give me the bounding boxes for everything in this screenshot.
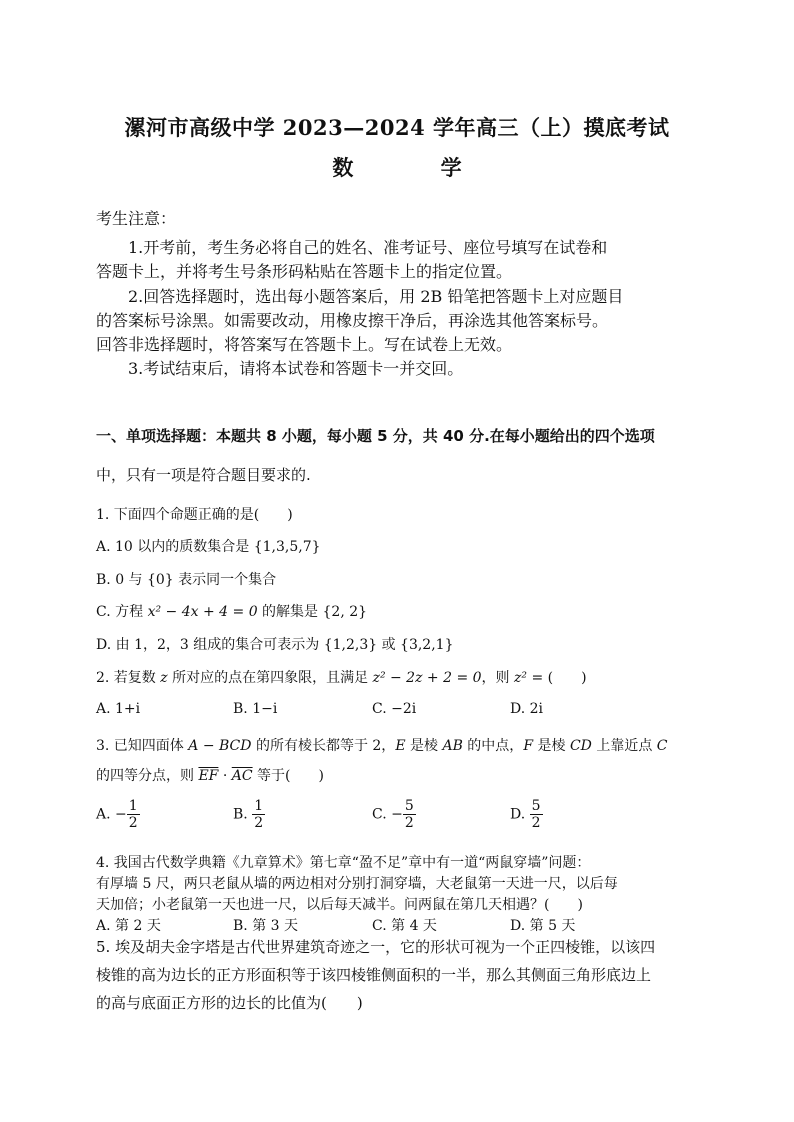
q2-option-d: D. 2i	[510, 701, 544, 717]
q3-option-d: D. $\frac{5}{2}$	[510, 798, 541, 831]
q3-option-a: A. − $\frac{1}{2}$	[96, 798, 138, 831]
q3-option-c: C. − $\frac{5}{2}$	[372, 798, 414, 831]
section-heading-line-2: 中，只有一项是符合题目要求的.	[96, 466, 311, 484]
fraction: $\frac{5}{2}$	[531, 798, 541, 831]
notice-heading: 考生注意：	[96, 209, 177, 228]
q2-option-b: B. 1−i	[233, 701, 278, 717]
section-heading-bold: 一、单项选择题：本题共 8 小题，每小题 5 分，共 40 分.在每小题给出的四个选项	[96, 427, 655, 445]
notice-line-3: 2.回答选择题时，选出每小题答案后，用 2B 铅笔把答题卡上对应题目	[128, 287, 624, 306]
q1-stem: 1. 下面四个命题正确的是( )	[96, 507, 293, 523]
notice-line-2: 答题卡上，并将考生号条形码粘贴在答题卡上的指定位置。	[96, 262, 513, 281]
q1-option-c: C. 方程 x² − 4x + 4 = 0 的解集是 {2, 2}	[96, 604, 368, 620]
notice-line-6: 3.考试结束后，请将本试卷和答题卡一并交回。	[128, 359, 464, 378]
q1-option-b: B. 0 与 {0} 表示同一个集合	[96, 572, 277, 588]
q5-stem-line-1: 5. 埃及胡夫金字塔是古代世界建筑奇迹之一，它的形状可视为一个正四棱锥，以该四	[96, 938, 656, 956]
notice-line-4: 的答案标号涂黑。如需要改动，用橡皮擦干净后，再涂选其他答案标号。	[96, 311, 609, 330]
notice-line-1: 1.开考前，考生务必将自己的姓名、准考证号、座位号填写在试卷和	[128, 238, 608, 257]
vector-ac: $\overline{AC}$	[231, 768, 253, 784]
vector-ef: $\overline{EF}$	[198, 768, 219, 784]
q4-stem-line-2: 有厚墙 5 尺，两只老鼠从墙的两边相对分别打洞穿墙，大老鼠第一天进一尺，以后每	[96, 876, 618, 892]
q4-option-a: A. 第 2 天	[96, 918, 161, 934]
q1-option-d: D. 由 1，2，3 组成的集合可表示为 {1,2,3} 或 {3,2,1}	[96, 637, 454, 653]
q1-option-a: A. 10 以内的质数集合是 {1,3,5,7}	[96, 539, 321, 555]
notice-line-5: 回答非选择题时，将答案写在答题卡上。写在试卷上无效。	[96, 335, 513, 354]
q3-stem-line-2: 的四等分点，则 $\overline{EF} \cdot \overline{AC}$ 等于( )	[96, 768, 324, 784]
q4-option-d: D. 第 5 天	[510, 918, 576, 934]
fraction: $\frac{1}{2}$	[128, 798, 138, 831]
q4-option-b: B. 第 3 天	[233, 918, 298, 934]
q5-stem-line-2: 棱锥的高为边长的正方形面积等于该四棱锥侧面积的一半，那么其侧面三角形底边上	[96, 966, 652, 984]
q2-option-a: A. 1+i	[96, 701, 141, 717]
q4-stem-line-1: 4. 我国古代数学典籍《九章算术》第七章“盈不足”章中有一道“两鼠穿墙”问题：	[96, 855, 591, 871]
q4-stem-line-3: 天加倍；小老鼠第一天也进一尺，以后每天减半。问两鼠在第几天相遇？( )	[96, 897, 583, 913]
q1-equation: x² − 4x + 4 = 0	[147, 604, 258, 620]
q2-equation: z² − 2z + 2 = 0	[372, 670, 482, 686]
q5-stem-line-3: 的高与底面正方形的边长的比值为( )	[96, 994, 363, 1012]
q2-option-c: C. −2i	[372, 701, 417, 717]
q4-option-c: C. 第 4 天	[372, 918, 437, 934]
fraction: $\frac{5}{2}$	[404, 798, 414, 831]
fraction: $\frac{1}{2}$	[254, 798, 264, 831]
q3-stem-line-1: 3. 已知四面体 A − BCD 的所有棱长都等于 2，E 是棱 AB 的中点，F 是棱 CD 上靠近点 C	[96, 738, 668, 754]
exam-title: 漯河市高级中学 2023—2024 学年高三（上）摸底考试	[124, 115, 670, 140]
subject-title: 数 学	[332, 155, 502, 180]
q3-option-b: B. $\frac{1}{2}$	[233, 798, 264, 831]
section-heading-line-1	[96, 425, 655, 446]
q2-stem: 2. 若复数 z 所对应的点在第四象限，且满足 z² − 2z + 2 = 0，则 z² = ( )	[96, 670, 587, 686]
